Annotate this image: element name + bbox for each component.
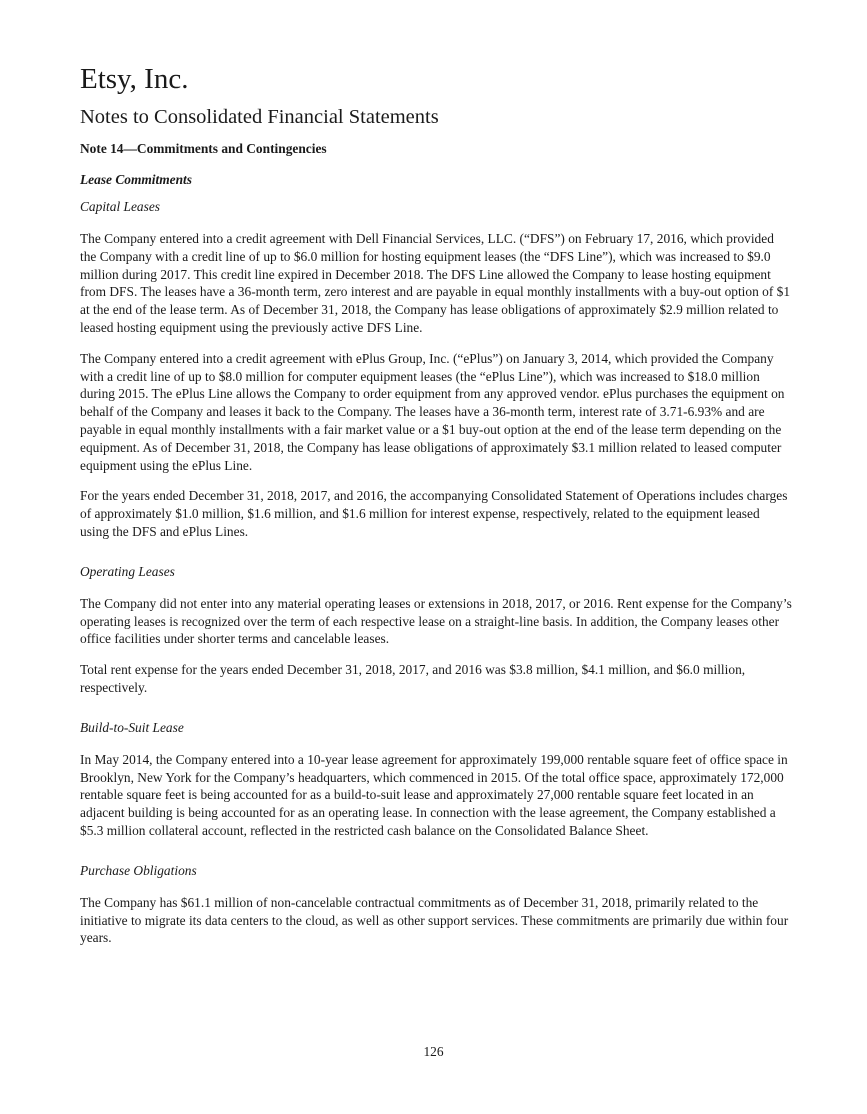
paragraph: The Company has $61.1 million of non-cancelable contractual commitments as of December 31, 2018, primarily related to the initiative to migrate its data centers to the cloud, as well as other support services. These commitments are primarily due within four years. [80, 894, 789, 946]
note-title: Note 14—Commitments and Contingencies [80, 141, 327, 156]
operating-leases-heading: Operating Leases [80, 563, 175, 579]
document-page [80, 62, 792, 960]
build-to-suit-heading: Build-to-Suit Lease [80, 719, 184, 735]
document-subtitle: Notes to Consolidated Financial Statements [80, 106, 439, 128]
purchase-obligations-section [80, 862, 792, 947]
page-number: 126 [423, 1044, 444, 1059]
paragraph: The Company entered into a credit agreement with Dell Financial Services, LLC. (“DFS”) on February 17, 2016, which provided the Company with a credit line of up to $6.0 million for hosting equipment leases (the “DFS Line”), which was increased to $9.0 million during 2017. This credit line expired in December 2018. The DFS Line allowed the Company to lease hosting equipment from DFS. The leases have a 36-month term, zero interest and are payable in equal monthly installments with a buy-out option of $1 at the end of the lease term. As of December 31, 2018, the Company has lease obligations of approximately $2.9 million related to leased hosting equipment using the previously active DFS Line. [80, 231, 791, 335]
paragraph: Total rent expense for the years ended December 31, 2018, 2017, and 2016 was $3.8 million, $4.1 million, and $6.0 million, respectively. [80, 662, 746, 695]
paragraph: The Company did not enter into any material operating leases or extensions in 2018, 2017, or 2016. Rent expense for the Company’s operating leases is recognized over the term of each respective lease on a straight-line basis. In addition, the Company leases other office facilities under shorter terms and cancelable leases. [80, 595, 792, 647]
build-to-suit-section [80, 719, 792, 840]
purchase-obligations-heading: Purchase Obligations [80, 862, 197, 878]
capital-leases-heading: Capital Leases [80, 199, 160, 214]
company-name: Etsy, Inc. [80, 63, 189, 95]
capital-leases-section [80, 198, 792, 541]
paragraph: For the years ended December 31, 2018, 2017, and 2016, the accompanying Consolidated Statement of Operations includes charges of approximately $1.0 million, $1.6 million, and $1.6 million for interest expense, respectively, related to the equipment leased using the DFS and ePlus Lines. [80, 488, 788, 539]
operating-leases-section [80, 563, 792, 697]
section-title: Lease Commitments [80, 172, 192, 187]
paragraph: The Company entered into a credit agreement with ePlus Group, Inc. (“ePlus”) on January 3, 2014, which provided the Company with a credit line of up to $8.0 million for computer equipment leases (the “ePlus Line”), which was increased to $18.0 million during 2015. The ePlus Line allows the Company to order equipment from any approved vendor. ePlus purchases the equipment on behalf of the Company and leases it back to the Company. The leases have a 36-month term, interest rate of 3.71-6.93% and are payable in equal monthly installments with a fair market value or a $1 buy-out option at the end of the lease term depending on the equipment. As of December 31, 2018, the Company has lease obligations of approximately $3.1 million related to leased computer equipment using the ePlus Line. [80, 350, 785, 473]
paragraph: In May 2014, the Company entered into a 10-year lease agreement for approximately 199,000 rentable square feet of office space in Brooklyn, New York for the Company’s headquarters, which commenced in 2015. Of the total office space, approximately 172,000 rentable square feet is being accounted for as a build-to-suit lease and approximately 27,000 rentable square feet located in an adjacent building is being accounted for as an operating lease. In connection with the lease agreement, the Company established a $5.3 million collateral account, reflected in the restricted cash balance on the Consolidated Balance Sheet. [80, 751, 788, 838]
